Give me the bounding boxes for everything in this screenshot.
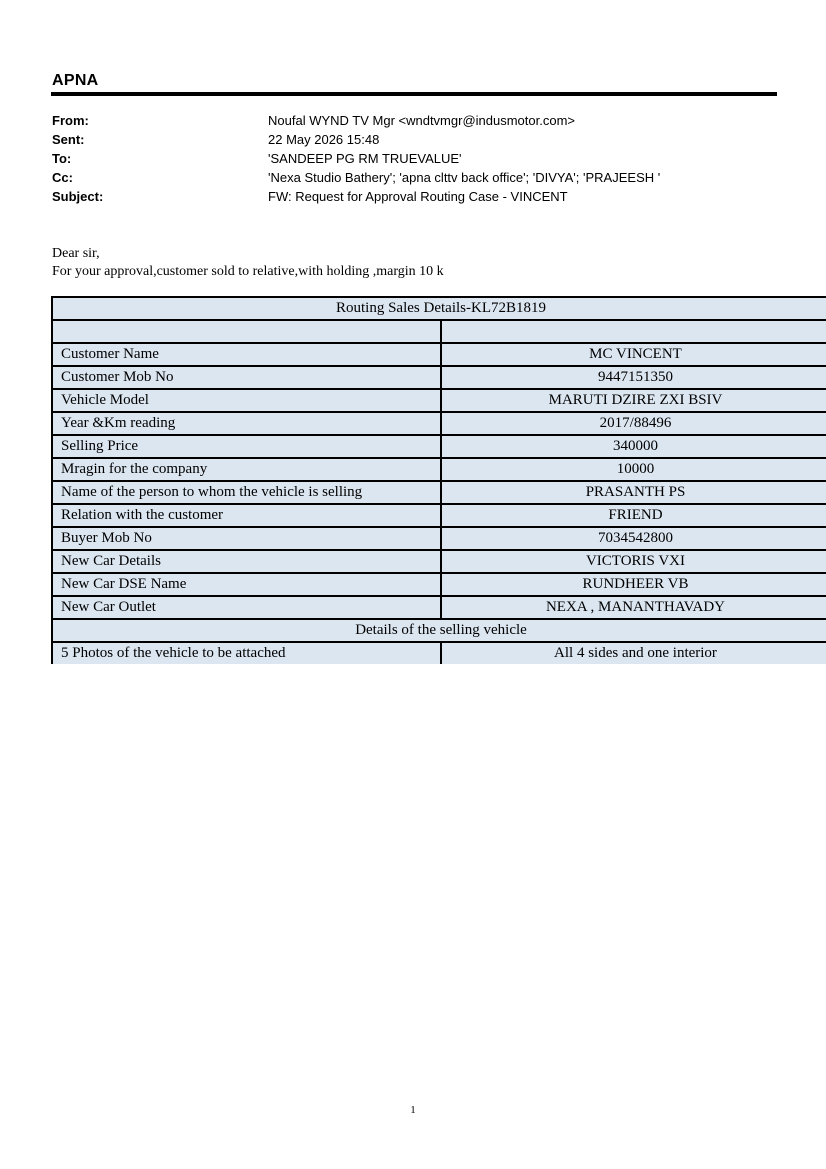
table-row	[52, 573, 826, 596]
row-label: Vehicle Model	[52, 389, 441, 412]
greeting: Dear sir,	[52, 246, 100, 261]
row-value: 2017/88496	[441, 412, 826, 435]
table-heading: Routing Sales Details-KL72B1819	[52, 297, 826, 320]
header-key: Cc:	[52, 170, 73, 185]
row-label: New Car DSE Name	[52, 573, 441, 596]
section-heading: Details of the selling vehicle	[52, 619, 826, 642]
header-value: 'Nexa Studio Bathery'; 'apna clttv back office'; 'DIVYA'; 'PRAJEESH '	[268, 170, 661, 185]
title-rule	[51, 92, 777, 96]
document-title: APNA	[52, 72, 99, 89]
body-line: For your approval,customer sold to relative,with holding ,margin 10 k	[52, 264, 444, 279]
table-row	[52, 412, 826, 435]
table-row	[52, 642, 826, 664]
table-row	[52, 343, 826, 366]
row-value: 340000	[441, 435, 826, 458]
empty-cell	[52, 320, 441, 343]
row-label: Buyer Mob No	[52, 527, 441, 550]
header-value: FW: Request for Approval Routing Case - VINCENT	[268, 189, 568, 204]
row-label: Customer Name	[52, 343, 441, 366]
table-row	[52, 435, 826, 458]
routing-details-table	[51, 296, 826, 664]
table-row	[52, 504, 826, 527]
table-row	[52, 550, 826, 573]
table-row	[52, 389, 826, 412]
header-key: Subject:	[52, 189, 104, 204]
page-number: 1	[410, 1104, 416, 1116]
empty-cell	[441, 320, 826, 343]
row-label: Mragin for the company	[52, 458, 441, 481]
row-value: 10000	[441, 458, 826, 481]
row-value: PRASANTH PS	[441, 481, 826, 504]
table-row	[52, 527, 826, 550]
header-key: To:	[52, 151, 72, 166]
row-value: NEXA , MANANTHAVADY	[441, 596, 826, 619]
header-value: 22 May 2026 15:48	[268, 132, 380, 147]
row-label: New Car Outlet	[52, 596, 441, 619]
row-label: Selling Price	[52, 435, 441, 458]
row-value: MC VINCENT	[441, 343, 826, 366]
table-row	[52, 481, 826, 504]
row-value: FRIEND	[441, 504, 826, 527]
row-label: 5 Photos of the vehicle to be attached	[52, 642, 441, 664]
row-value: MARUTI DZIRE ZXI BSIV	[441, 389, 826, 412]
table-row	[52, 596, 826, 619]
header-key: Sent:	[52, 132, 85, 147]
row-value: 7034542800	[441, 527, 826, 550]
row-label: Customer Mob No	[52, 366, 441, 389]
row-value: RUNDHEER VB	[441, 573, 826, 596]
row-label: Name of the person to whom the vehicle is selling	[52, 481, 441, 504]
table-row	[52, 458, 826, 481]
email-body	[52, 245, 444, 281]
row-label: New Car Details	[52, 550, 441, 573]
row-label: Relation with the customer	[52, 504, 441, 527]
row-value: All 4 sides and one interior	[441, 642, 826, 664]
header-key: From:	[52, 113, 89, 128]
header-value: 'SANDEEP PG RM TRUEVALUE'	[268, 151, 462, 166]
row-value: 9447151350	[441, 366, 826, 389]
row-value: VICTORIS VXI	[441, 550, 826, 573]
header-value: Noufal WYND TV Mgr <wndtvmgr@indusmotor.com>	[268, 113, 575, 128]
row-label: Year &Km reading	[52, 412, 441, 435]
table-row	[52, 366, 826, 389]
